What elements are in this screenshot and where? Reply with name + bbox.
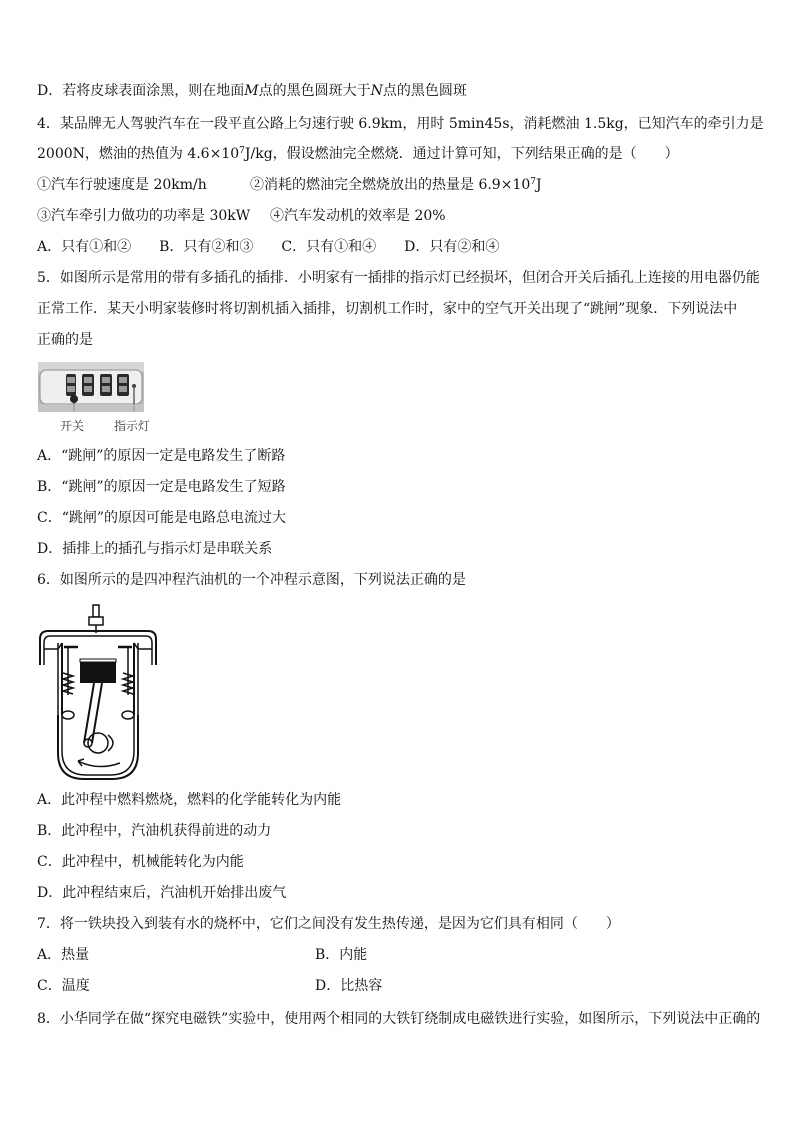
q4-statement-4: ④汽车发动机的效率是 20% — [270, 208, 446, 224]
label-indicator-light: 指示灯 — [114, 419, 151, 433]
q4-options: A．只有①和② B．只有②和③ C．只有①和④ D．只有②和④ — [37, 239, 500, 255]
label-switch: 开关 — [60, 419, 85, 433]
q3-option-d-text-1: D．若将皮球表面涂黑，则在地面 — [37, 83, 245, 99]
q6-option-a: A．此冲程中燃料燃烧，燃料的化学能转化为内能 — [37, 792, 342, 808]
q4-stem-line-2-pre: 2000N，燃油的热值为 4.6×10 — [37, 146, 240, 162]
point-n: N — [370, 83, 383, 99]
q6-option-d: D．此冲程结束后，汽油机开始排出废气 — [37, 885, 287, 901]
q6-stem: 6．如图所示的是四冲程汽油机的一个冲程示意图，下列说法正确的是 — [37, 572, 466, 588]
q7-option-b: B．内能 — [315, 947, 368, 963]
q5-stem-line-3: 正确的是 — [37, 332, 93, 348]
q4-statement-1: ①汽车行驶速度是 20km/h — [37, 177, 207, 193]
q4-stem-line-1: 4．某品牌无人驾驶汽车在一段平直公路上匀速行驶 6.9km，用时 5min45s，消耗燃油 1.5kg，已知汽车的牵引力是 — [37, 116, 764, 132]
q4-stem-line-2 — [37, 145, 679, 163]
q8-stem: 8．小华同学在做“探究电磁铁”实验中，使用两个相同的大铁钉绕制成电磁铁进行实验，如图所示，下列说法中正确的 — [37, 1011, 761, 1027]
power-strip-image — [38, 362, 144, 412]
q4-exponent: 7 — [239, 146, 245, 156]
q5-option-a: A．“跳闸”的原因一定是电路发生了断路 — [37, 448, 286, 464]
q4-statement-2-pre: ②消耗的燃油完全燃烧放出的热量是 6.9×10 — [250, 177, 531, 193]
q5-stem-line-2: 正常工作．某天小明家装修时将切割机插入插排，切割机工作时，家中的空气开关出现了“跳闸”现象．下列说法中 — [37, 301, 738, 317]
power-strip-figure — [38, 362, 144, 412]
q6-option-c: C．此冲程中，机械能转化为内能 — [37, 854, 244, 870]
q5-option-c: C．“跳闸”的原因可能是电路总电流过大 — [37, 510, 287, 526]
q7-option-d: D．比热容 — [315, 978, 383, 994]
q4-statement-2-post: J — [536, 177, 542, 193]
q7-option-a: A．热量 — [37, 947, 90, 963]
q3-option-d-text-2: 点的黑色圆斑大于 — [258, 83, 371, 99]
q4-statement-2 — [250, 176, 542, 194]
q3-option-d — [37, 82, 467, 100]
q3-option-d-text-3: 点的黑色圆斑 — [382, 83, 467, 99]
q5-stem-line-1: 5．如图所示是常用的带有多插孔的插排．小明家有一插排的指示灯已经损坏，但闭合开关后插孔上连接的用电器仍能 — [37, 270, 760, 286]
q7-option-c: C．温度 — [37, 978, 90, 994]
q4-stem-line-2-post: J/kg，假设燃油完全燃烧．通过计算可知，下列结果正确的是（ ） — [244, 146, 679, 162]
point-m: M — [244, 83, 259, 99]
q4-statement-2-exponent: 7 — [530, 177, 536, 187]
engine-stroke-diagram — [38, 603, 158, 783]
q7-stem: 7．将一铁块投入到装有水的烧杯中，它们之间没有发生热传递，是因为它们具有相同（ ） — [37, 916, 620, 932]
q6-option-b: B．此冲程中，汽油机获得前进的动力 — [37, 823, 272, 839]
q5-option-d: D．插排上的插孔与指示灯是串联关系 — [37, 541, 273, 557]
engine-diagram-image — [38, 603, 158, 783]
q5-option-b: B．“跳闸”的原因一定是电路发生了短路 — [37, 479, 286, 495]
q4-statement-3: ③汽车牵引力做功的功率是 30kW — [37, 208, 251, 224]
